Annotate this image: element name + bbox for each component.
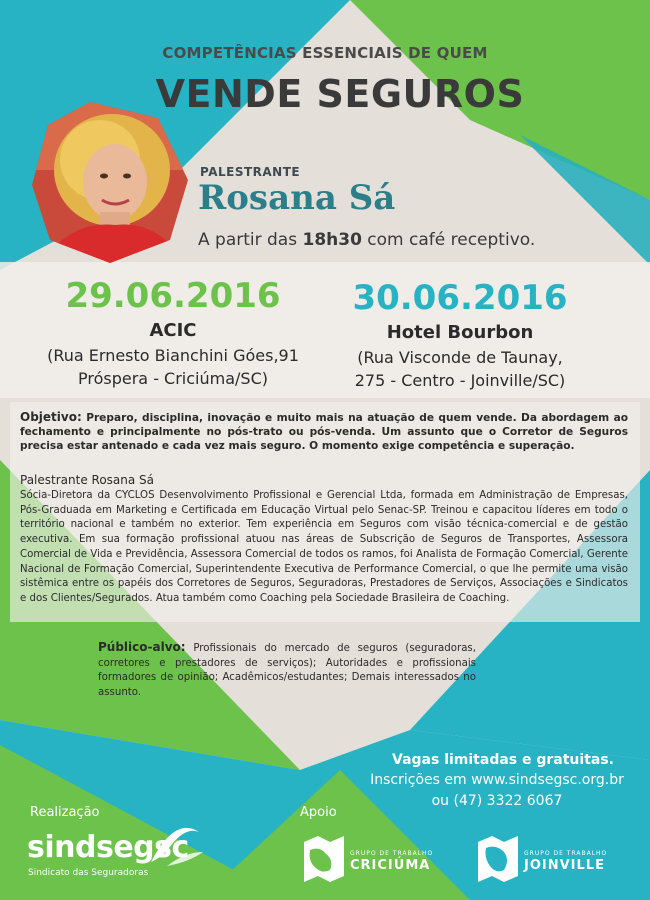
sindsegsc-logo — [27, 822, 227, 884]
speaker-photo — [30, 100, 190, 265]
objective-label: Objetivo: — [20, 410, 82, 424]
event-address-2-line2: 275 - Centro - Joinville/SC) — [354, 371, 566, 390]
org-name: sindsegsc — [27, 830, 189, 865]
partner-1-small: GRUPO DE TRABALHO — [350, 850, 434, 857]
vagas-text: Vagas limitadas e gratuitas. — [392, 752, 614, 768]
start-time: 18h30 — [302, 230, 362, 250]
objective-paragraph — [20, 410, 628, 453]
objective-text: Preparo, disciplina, inovação e muito mais na atuação de quem vende. Da abordagem ao fechamento e principalmente no pós-trato ou pós-venda. Um assunto que o Corretor de Seguros precisa estar antenado e cada vez mais seguro. O momento exige competência e superação. — [20, 412, 628, 452]
criciuma-map-logo-icon — [300, 834, 348, 884]
audience-text: Profissionais do mercado de seguros (seguradoras, corretores e prestadores de serviços); Autoridades e profissionais formadores de opinião; Acadêmicos/estudantes; Demais interessados no assunto. — [98, 643, 476, 698]
event-address-1-line1: (Rua Ernesto Bianchini Góes,91 — [47, 346, 299, 365]
event-venue-2: Hotel Bourbon — [386, 322, 534, 343]
partner-logo-joinville — [474, 834, 634, 892]
realizacao-label: Realização — [30, 805, 100, 820]
event-address-1-line2: Próspera - Criciúma/SC) — [78, 369, 268, 388]
audience-paragraph — [98, 640, 476, 700]
bio-title: Palestrante Rosana Sá — [20, 473, 155, 487]
partner-1-name: CRICIÚMA — [350, 858, 431, 873]
event-address-2 — [305, 346, 615, 392]
phone-text: ou (47) 3322 6067 — [431, 793, 563, 809]
header-title: VENDE SEGUROS — [155, 72, 525, 116]
speaker-label: PALESTRANTE — [200, 165, 301, 179]
registration-link[interactable]: Inscrições em www.sindsegsc.org.br — [370, 772, 624, 788]
event-address-1 — [18, 344, 328, 390]
org-subtitle: Sindicato das Seguradoras — [28, 868, 149, 878]
audience-label: Público-alvo: — [98, 640, 186, 654]
event-date-2: 30.06.2016 — [352, 278, 568, 318]
header-subtitle: COMPETÊNCIAS ESSENCIAIS DE QUEM — [162, 44, 488, 62]
photo-portrait-icon — [30, 100, 190, 265]
partner-2-name: JOINVILLE — [524, 858, 605, 873]
bio-text: Sócia-Diretora da CYCLOS Desenvolvimento Profissional e Gerencial Ltda, formada em Administração de Empresas, Pós-Graduada em Marketing e Certificada em Educação Virtual pelo Senac-SP. Treinou e capacitou líderes em todo o território nacional e também no exterior. Tem experiência em Seguros com visão técnica-comercial e de gestão executiva. Em sua formação profissional atuou nas áreas de Subscrição de Seguros de Transportes, Assessora Comercial de Vida e Previdência, Assessora Comercial de todos os ramos, foi Analista de Formação Comercial, Gerente Nacional de Formação Comercial, Superintendente Executiva de Performance Comercial, o que lhe permite uma visão sistêmica entre os papéis dos Corretores de Seguros, Seguradoras, Prestadores de Serviços, Associações e Sindicatos e dos Clientes/Segurados. Atua também como Coaching pela Sociedade Brasileira de Coaching. — [20, 490, 628, 604]
event-date-1: 29.06.2016 — [65, 276, 281, 316]
time-suffix: com café receptivo. — [361, 230, 536, 250]
event-address-2-line1: (Rua Visconde de Taunay, — [357, 348, 563, 367]
apoio-label: Apoio — [300, 805, 337, 820]
partner-2-small: GRUPO DE TRABALHO — [524, 850, 608, 857]
partner-logo-criciuma — [300, 834, 460, 892]
start-time-line — [198, 230, 535, 250]
time-prefix: A partir das — [198, 230, 303, 250]
speaker-name: Rosana Sá — [198, 178, 396, 218]
event-venue-1: ACIC — [149, 320, 197, 341]
joinville-map-logo-icon — [474, 834, 522, 884]
